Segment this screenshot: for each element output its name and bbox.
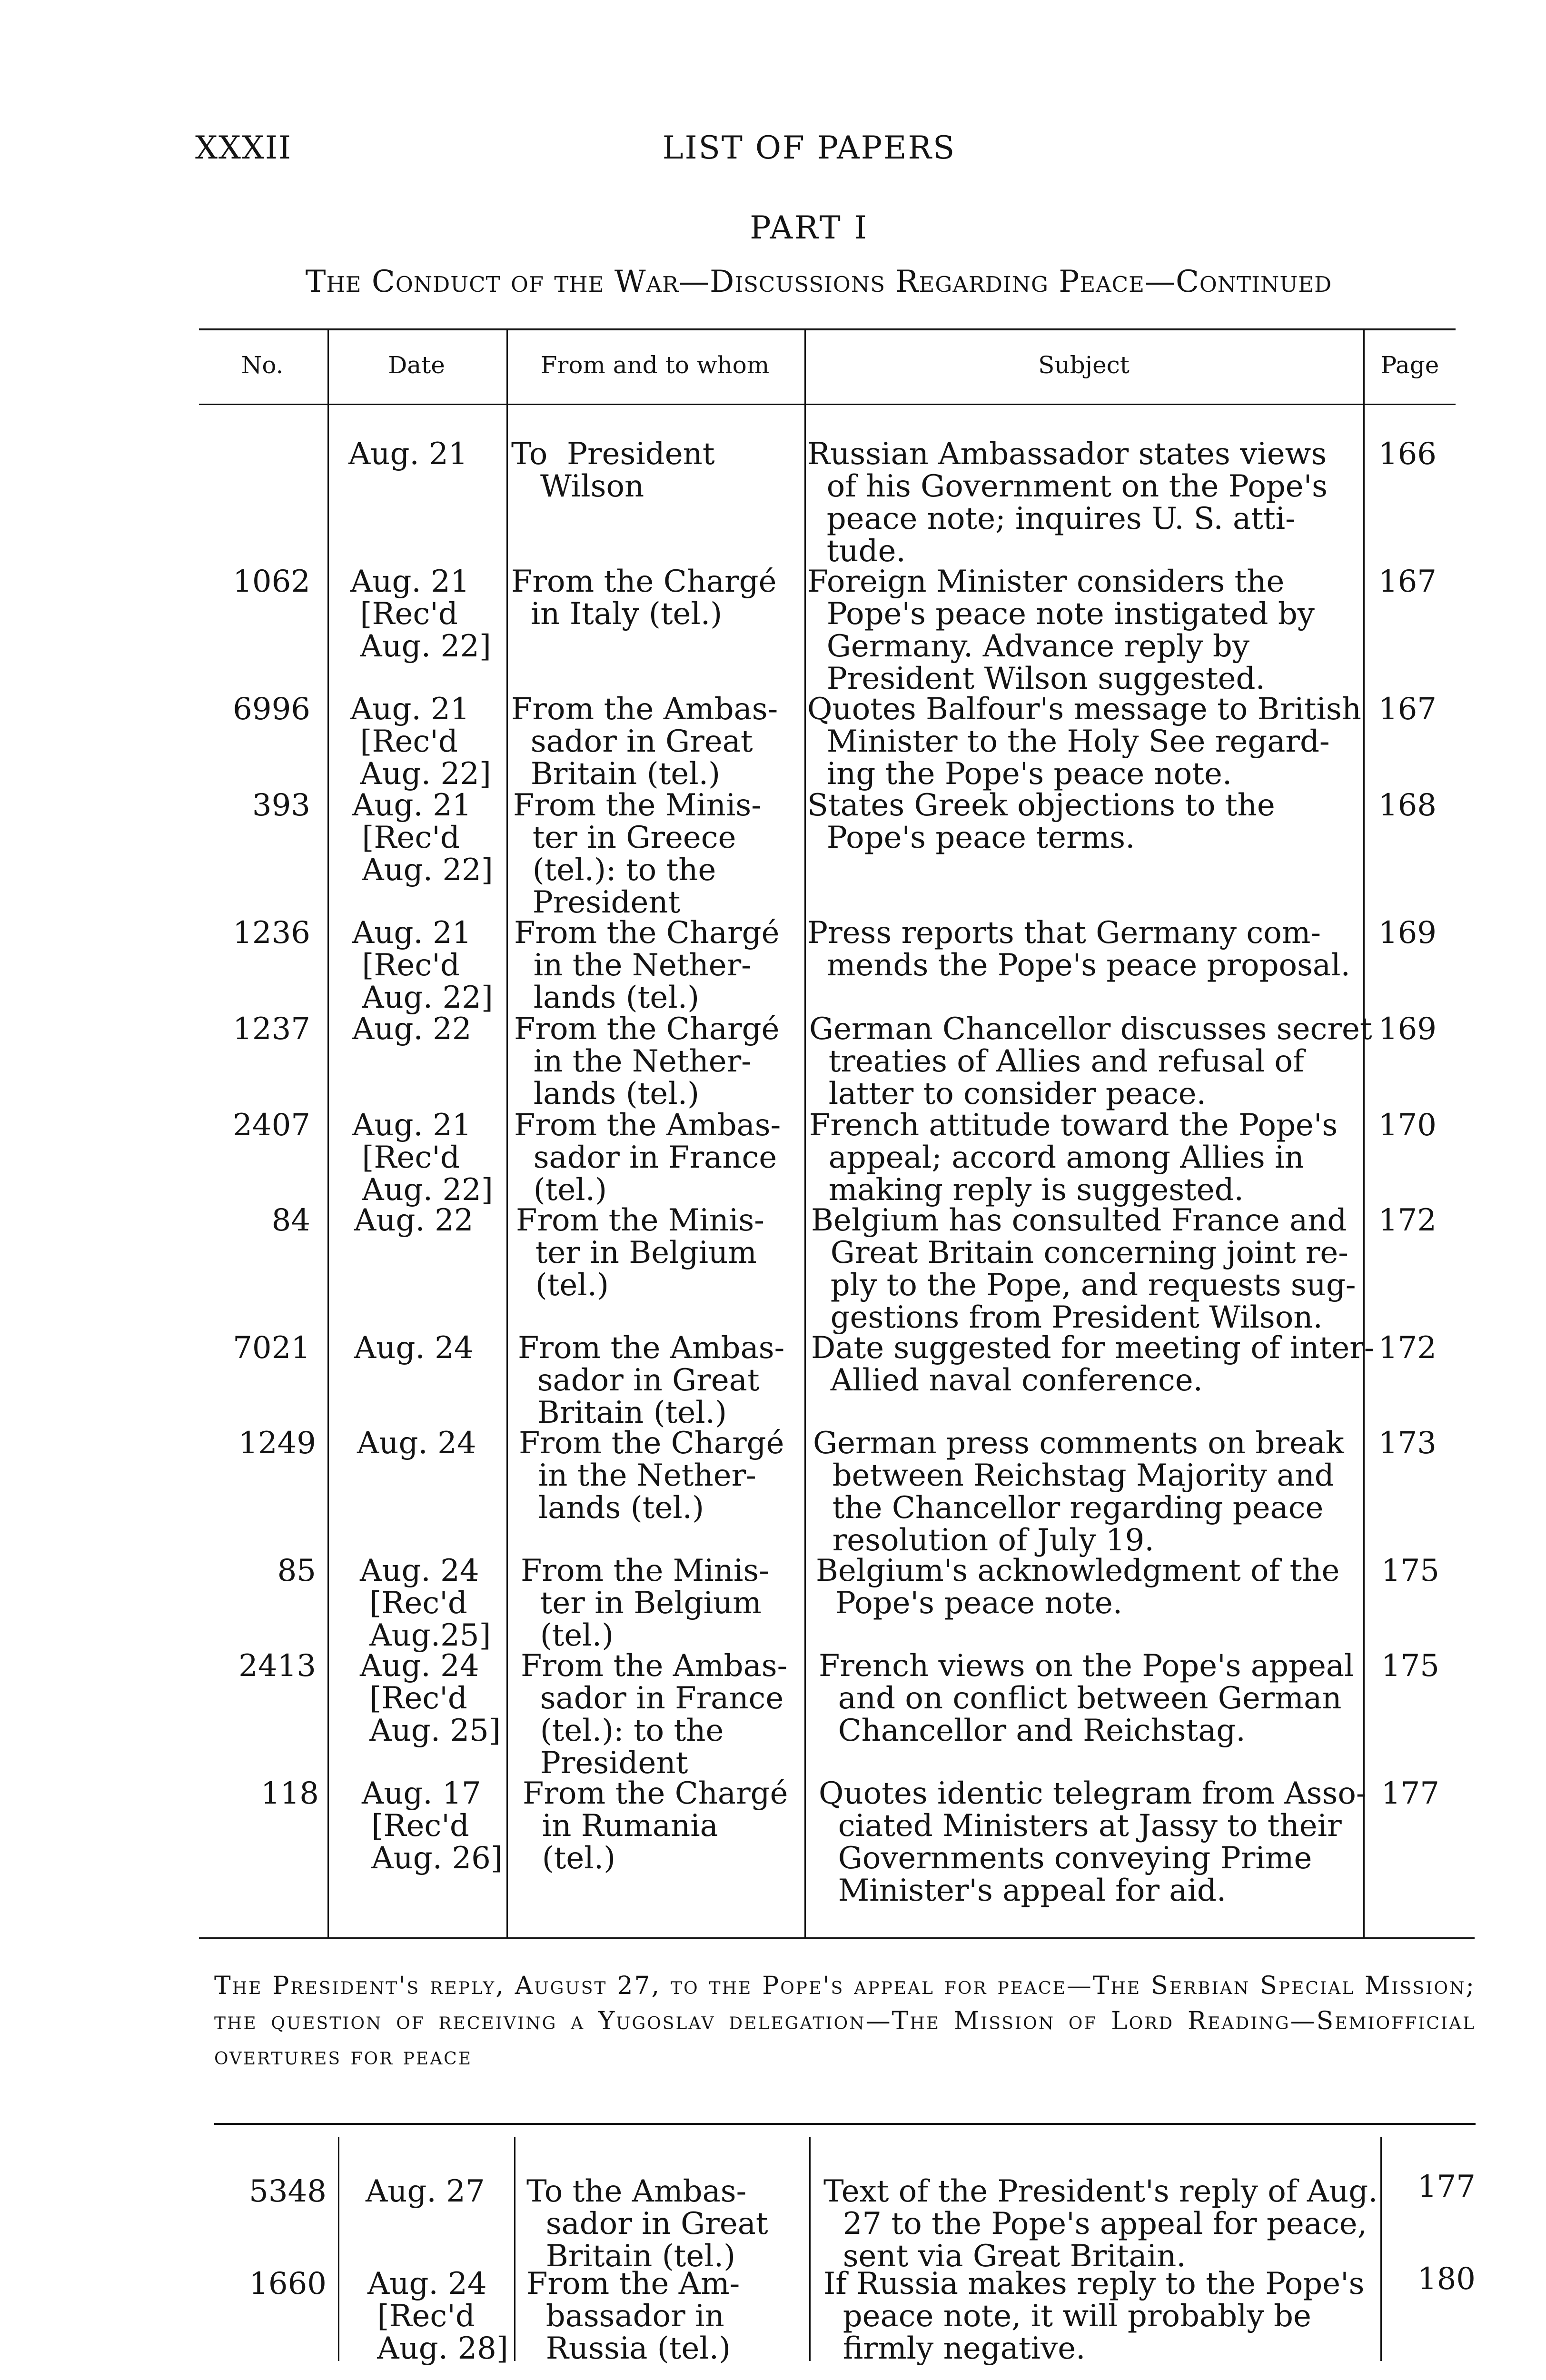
doc-page: 177 (1381, 1776, 1439, 1811)
doc-page: 180 (1417, 2261, 1476, 2297)
doc-subject: Quotes Balfour's message to British Minister to the Holy See regard- ing the Pope's peace note. (807, 692, 1361, 792)
col-header-from: From and to whom (540, 351, 770, 379)
doc-number: 393 (252, 788, 310, 823)
doc-number: 7021 (233, 1330, 310, 1366)
running-title: LIST OF PAPERS (662, 129, 956, 166)
doc-subject: German press comments on break between Reichstag Majority and the Chancellor regarding peace resolution of July 19. (813, 1426, 1344, 1558)
section-heading-2: The President's reply, August 27, to the Pope's appeal for peace—The Serbian Special Mission; the question of receiving a Yugoslav delegation—The Mission of Lord Reading—Semiofficial overtures for peace (214, 1972, 1476, 2071)
doc-page: 172 (1378, 1330, 1437, 1366)
doc-from: From the Chargé in the Nether- lands (tel.) (514, 915, 780, 1015)
doc-subject: French views on the Pope's appeal and on conflict between German Chancellor and Reichstag. (819, 1648, 1354, 1748)
page-number: XXXII (195, 129, 292, 166)
doc-number: 1062 (233, 564, 310, 599)
doc-date: Aug. 24 [Rec'd Aug. 28] (367, 2266, 508, 2366)
doc-page: 169 (1378, 915, 1437, 951)
part-heading: PART I (750, 209, 869, 246)
doc-subject: Press reports that Germany com- mends the Pope's peace proposal. (807, 915, 1350, 983)
doc-date: Aug. 24 (354, 1330, 474, 1366)
doc-page: 169 (1378, 1012, 1437, 1047)
col-divider (338, 2137, 339, 2361)
doc-from: From the Ambas- sador in France (tel.): to the President (521, 1648, 788, 1781)
doc-page: 168 (1378, 788, 1437, 823)
doc-date: Aug. 21 [Rec'd Aug. 22] (352, 1108, 493, 1208)
doc-page: 177 (1417, 2169, 1476, 2204)
doc-from: To the Ambas- sador in Great Britain (tel.) (526, 2174, 768, 2274)
doc-date: Aug. 24 (357, 1426, 476, 1461)
doc-number: 118 (260, 1776, 319, 1811)
doc-from: From the Ambas- sador in Great Britain (tel.) (511, 692, 778, 792)
doc-date: Aug. 17 [Rec'd Aug. 26] (362, 1776, 503, 1876)
doc-subject: Quotes identic telegram from Asso- ciated Ministers at Jassy to their Governments conveying Prime Minister's appeal for aid. (819, 1776, 1367, 1908)
doc-number: 1249 (238, 1426, 316, 1461)
doc-number: 5348 (249, 2174, 327, 2209)
doc-number: 1660 (249, 2266, 327, 2301)
doc-number: 84 (271, 1203, 310, 1238)
doc-date: Aug. 24 [Rec'd Aug. 25] (360, 1648, 501, 1748)
doc-date: Aug. 21 [Rec'd Aug. 22] (350, 692, 491, 792)
doc-from: From the Ambas- sador in Great Britain (tel.) (518, 1330, 785, 1430)
doc-date: Aug. 22 (354, 1203, 474, 1238)
doc-page: 175 (1381, 1648, 1439, 1684)
doc-from: From the Chargé in the Nether- lands (tel.) (519, 1426, 784, 1526)
doc-page: 166 (1378, 436, 1437, 472)
doc-date: Aug. 24 [Rec'd Aug.25] (360, 1553, 491, 1653)
doc-from: From the Ambas- sador in France (tel.) (514, 1108, 781, 1208)
table-top-rule-2 (214, 2123, 1476, 2125)
doc-date: Aug. 27 (366, 2174, 485, 2209)
doc-page: 172 (1378, 1203, 1437, 1238)
doc-page: 167 (1378, 692, 1437, 727)
doc-from: From the Minis- ter in Greece (tel.): to the President (513, 788, 762, 920)
doc-subject: French attitude toward the Pope's appeal; accord among Allies in making reply is suggested. (809, 1108, 1338, 1208)
doc-subject: Belgium's acknowledgment of the Pope's peace note. (816, 1553, 1340, 1621)
doc-subject: Russian Ambassador states views of his Government on the Pope's peace note; inquires U. S. atti- tude. (807, 436, 1328, 569)
doc-from: From the Minis- ter in Belgium (tel.) (521, 1553, 769, 1653)
doc-date: Aug. 21 [Rec'd Aug. 22] (352, 915, 493, 1015)
doc-date: Aug. 21 (348, 436, 468, 472)
doc-subject: Date suggested for meeting of inter- Allied naval conference. (811, 1330, 1375, 1398)
doc-page: 173 (1378, 1426, 1437, 1461)
doc-subject: If Russia makes reply to the Pope's peace note, it will probably be firmly negative. (823, 2266, 1365, 2366)
table-top-rule (199, 328, 1456, 330)
doc-from: From the Chargé in Rumania (tel.) (523, 1776, 788, 1876)
col-divider (809, 2137, 811, 2361)
doc-from: From the Chargé in the Nether- lands (tel.) (514, 1012, 780, 1111)
doc-from: From the Minis- ter in Belgium (tel.) (516, 1203, 764, 1303)
doc-page: 167 (1378, 564, 1437, 599)
doc-number: 2407 (233, 1108, 310, 1143)
doc-number: 85 (277, 1553, 316, 1588)
col-header-page: Page (1380, 351, 1439, 379)
doc-page: 170 (1378, 1108, 1437, 1143)
doc-subject: Text of the President's reply of Aug. 27 to the Pope's appeal for peace, sent via Great Britain. (823, 2174, 1378, 2274)
section-heading: The Conduct of the War—Discussions Regarding Peace—Continued (305, 264, 1332, 299)
doc-subject: German Chancellor discusses secret treaties of Allies and refusal of latter to consider peace. (809, 1012, 1372, 1111)
doc-page: 175 (1381, 1553, 1439, 1588)
doc-subject: States Greek objections to the Pope's peace terms. (807, 788, 1275, 855)
doc-subject: Belgium has consulted France and Great Britain concerning joint re- ply to the Pope, and requests sug- gestions from President Wilson. (811, 1203, 1356, 1335)
doc-date: Aug. 22 (352, 1012, 472, 1047)
doc-date: Aug. 21 [Rec'd Aug. 22] (352, 788, 493, 888)
doc-from: From the Chargé in Italy (tel.) (511, 564, 777, 632)
col-divider (514, 2137, 515, 2361)
doc-from: From the Am- bassador in Russia (tel.) (526, 2266, 740, 2366)
doc-from: To President Wilson (511, 436, 715, 504)
doc-number: 1236 (233, 915, 310, 951)
table-bottom-rule (199, 1937, 1475, 1939)
col-divider (1380, 2137, 1382, 2361)
doc-date: Aug. 21 [Rec'd Aug. 22] (350, 564, 491, 664)
col-header-date: Date (388, 351, 445, 379)
doc-number: 1237 (233, 1012, 310, 1047)
header-rule (199, 404, 1456, 405)
col-header-subject: Subject (1038, 351, 1130, 379)
doc-number: 6996 (233, 692, 310, 727)
doc-subject: Foreign Minister considers the Pope's peace note instigated by Germany. Advance reply by President Wilson suggested. (807, 564, 1315, 696)
col-divider (327, 329, 329, 1937)
doc-number: 2413 (238, 1648, 316, 1684)
col-header-no: No. (241, 351, 284, 379)
